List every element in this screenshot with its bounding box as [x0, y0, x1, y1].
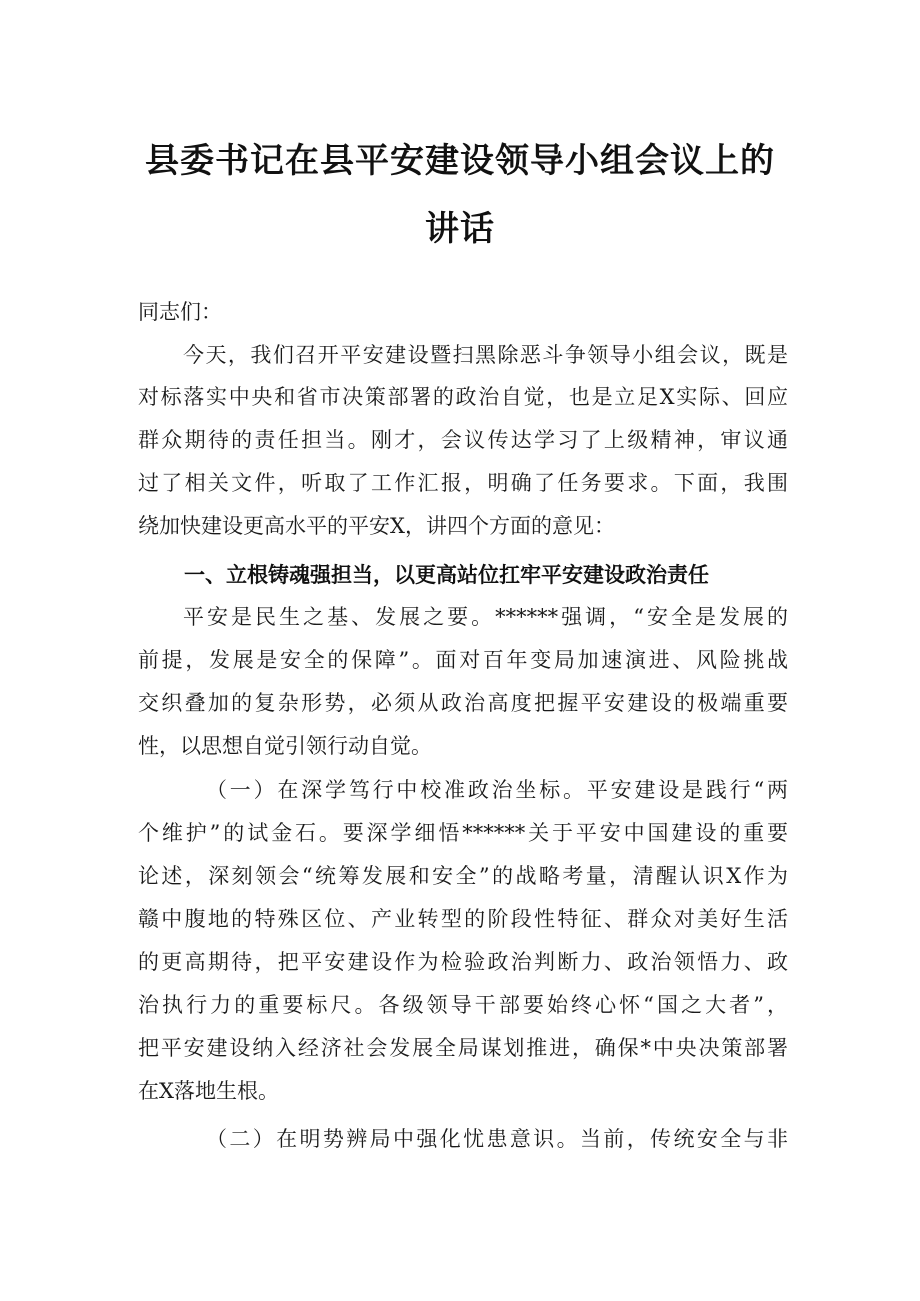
sub1-line: 在X落地生根。: [138, 1079, 279, 1103]
document-title-line2: 讲话: [425, 209, 495, 249]
section1-line: 交织叠加的复杂形势，必须从政治高度把握平安建设的极端重要: [138, 691, 788, 715]
intro-line: 今天，我们召开平安建设暨扫黑除恶斗争领导小组会议，既是: [183, 343, 788, 367]
section-heading-1: 一、立根铸魂强担当，以更高站位扛牢平安建设政治责任: [184, 563, 709, 587]
section1-line: 性，以思想自觉引领行动自觉。: [138, 734, 432, 758]
sub1-line: 把平安建设纳入经济社会发展全局谋划推进，确保*中央决策部署: [138, 1036, 788, 1060]
sub1-line: 赣中腹地的特殊区位、产业转型的阶段性特征、群众对美好生活: [138, 907, 788, 931]
intro-line: 绕加快建设更高水平的平安X，讲四个方面的意见：: [138, 514, 615, 538]
sub1-line: 治执行力的重要标尺。各级领导干部要始终心怀“国之大者”，: [138, 993, 788, 1017]
intro-line: 群众期待的责任担当。刚才，会议传达学习了上级精神，审议通: [138, 428, 788, 452]
sub1-line: 论述，深刻领会“统筹发展和安全”的战略考量，清醒认识X作为: [138, 864, 788, 888]
sub2-line: （二）在明势辨局中强化忧患意识。当前，传统安全与非: [206, 1127, 788, 1151]
sub1-line: 个维护”的试金石。要深学细悟******关于平安中国建设的重要: [138, 821, 788, 845]
sub1-line: 的更高期待，把平安建设作为检验政治判断力、政治领悟力、政: [138, 950, 788, 974]
sub1-line: （一）在深学笃行中校准政治坐标。平安建设是践行“两: [206, 778, 788, 802]
intro-line: 对标落实中央和省市决策部署的政治自觉，也是立足X实际、回应: [138, 385, 788, 409]
section1-line: 前提，发展是安全的保障”。面对百年变局加速演进、风险挑战: [138, 648, 788, 672]
document-title-line1: 县委书记在县平安建设领导小组会议上的: [145, 141, 775, 181]
intro-line: 过了相关文件，听取了工作汇报，明确了任务要求。下面，我围: [138, 471, 788, 495]
salutation: 同志们：: [138, 300, 222, 324]
section1-line: 平安是民生之基、发展之要。******强调，“安全是发展的: [183, 605, 788, 629]
